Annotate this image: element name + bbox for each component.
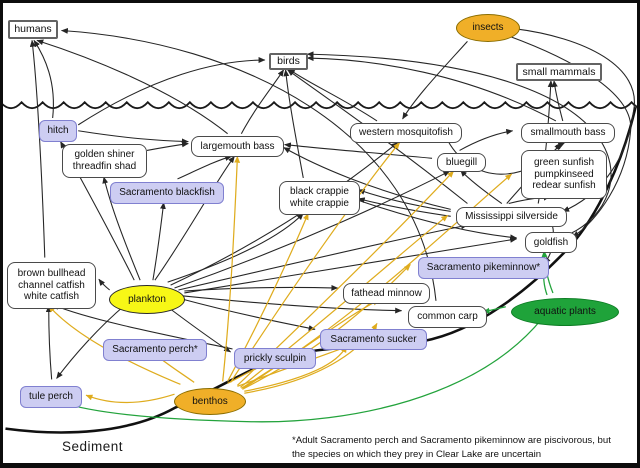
node-label: black crappie xyxy=(290,186,349,198)
node-label: largemouth bass xyxy=(200,140,275,152)
node-label: Sacramento perch* xyxy=(112,344,198,356)
node-label: bluegill xyxy=(445,156,478,168)
node-label: plankton xyxy=(128,293,166,305)
edge-sacramento-blackfish-to-largemouth-bass xyxy=(177,156,231,179)
node-label: Mississippi silverside xyxy=(465,211,558,223)
edge-western-mosquitofish-to-birds xyxy=(289,69,377,121)
node-western-mosquitofish xyxy=(350,123,462,143)
edge-plankton-to-catfish-group xyxy=(99,279,110,290)
node-label: green sunfish xyxy=(533,156,595,168)
node-label: brown bullhead xyxy=(17,267,86,279)
node-label: pumpkinseed xyxy=(534,168,594,180)
node-label: humans xyxy=(14,23,52,36)
node-label: threadfin shad xyxy=(72,161,137,172)
node-label: fathead minnow xyxy=(351,287,422,299)
edge-hitch-to-largemouth-bass xyxy=(78,131,188,142)
edge-mississippi-silverside-to-crappie-group xyxy=(358,199,450,217)
edge-aquatic-plants-to-tule-perch xyxy=(61,319,543,422)
node-hitch xyxy=(39,120,77,142)
node-label: tule perch xyxy=(29,391,73,403)
node-common-carp xyxy=(408,306,487,328)
node-sacramento-sucker xyxy=(320,329,427,350)
node-golden-shiner-threadfin-shad xyxy=(62,144,147,178)
footnote-line-1: *Adult Sacramento perch and Sacramento pikeminnow are piscivorous, but xyxy=(292,435,611,446)
node-label: small mammals xyxy=(522,65,596,78)
node-label: white catfish xyxy=(23,291,80,303)
node-label: Sacramento sucker xyxy=(330,333,417,345)
footnote xyxy=(292,434,638,462)
node-sacramento-pikeminnow xyxy=(418,257,549,279)
edge-benthos-to-tule-perch xyxy=(86,394,174,402)
sediment-label: Sediment xyxy=(62,439,124,454)
edge-bluegill-to-largemouth-bass xyxy=(285,145,432,159)
node-plankton xyxy=(109,285,185,314)
edge-smallmouth-bass-to-small-mammals xyxy=(554,81,563,121)
node-label: channel catfish xyxy=(18,279,85,291)
node-fathead-minnow xyxy=(343,283,430,304)
footnote-line-2: the species on which they prey in Clear Lake are uncertain xyxy=(292,449,542,460)
node-insects xyxy=(456,14,520,42)
node-label: redear sunfish xyxy=(532,180,596,192)
edge-plankton-to-sacramento-blackfish xyxy=(153,203,164,281)
node-humans xyxy=(8,20,58,39)
node-largemouth-bass xyxy=(191,136,284,157)
node-sacramento-blackfish xyxy=(110,182,224,204)
node-benthos xyxy=(174,388,246,415)
node-smallmouth-bass xyxy=(521,123,615,143)
node-label: Sacramento pikeminnow* xyxy=(426,262,541,274)
edge-plankton-to-sacramento-sucker xyxy=(181,299,315,329)
node-tule-perch xyxy=(20,386,82,408)
node-label: golden shiner xyxy=(74,149,135,161)
node-prickly-sculpin xyxy=(234,348,316,369)
edge-catfish-group-to-humans xyxy=(32,40,45,257)
edge-hitch-to-birds xyxy=(78,60,265,125)
node-label: benthos xyxy=(192,395,228,407)
node-label: insects xyxy=(472,22,504,34)
water-surface-line xyxy=(3,102,637,108)
node-goldfish xyxy=(525,232,577,253)
edge-tule-perch-to-catfish-group xyxy=(49,306,52,380)
node-label: western mosquitofish xyxy=(359,127,453,139)
edge-largemouth-bass-to-birds xyxy=(241,70,283,134)
node-crappie-group xyxy=(279,181,360,215)
node-sunfish-group xyxy=(521,150,607,199)
node-mississippi-silverside xyxy=(456,207,567,227)
node-aquatic-plants xyxy=(511,298,619,326)
edge-mississippi-silverside-to-bluegill xyxy=(461,170,502,203)
edge-golden-shiner-threadfin-shad-to-largemouth-bass xyxy=(147,144,188,151)
edge-bluegill-to-smallmouth-bass xyxy=(460,131,513,151)
node-label: common carp xyxy=(417,311,478,323)
node-label: hitch xyxy=(47,125,69,137)
node-label: birds xyxy=(277,55,300,68)
node-small-mammals xyxy=(516,63,602,81)
node-label: prickly sculpin xyxy=(243,352,307,364)
node-bluegill xyxy=(437,153,486,172)
node-label: Sacramento blackfish xyxy=(119,187,215,199)
node-catfish-group xyxy=(7,262,96,309)
edge-crappie-group-to-birds xyxy=(286,70,304,178)
node-label: white crappie xyxy=(290,198,349,209)
node-label: smallmouth bass xyxy=(530,127,606,139)
node-label: aquatic plants xyxy=(534,306,596,318)
node-sacramento-perch xyxy=(103,339,207,361)
node-label: goldfish xyxy=(533,236,569,248)
node-birds xyxy=(269,53,308,70)
